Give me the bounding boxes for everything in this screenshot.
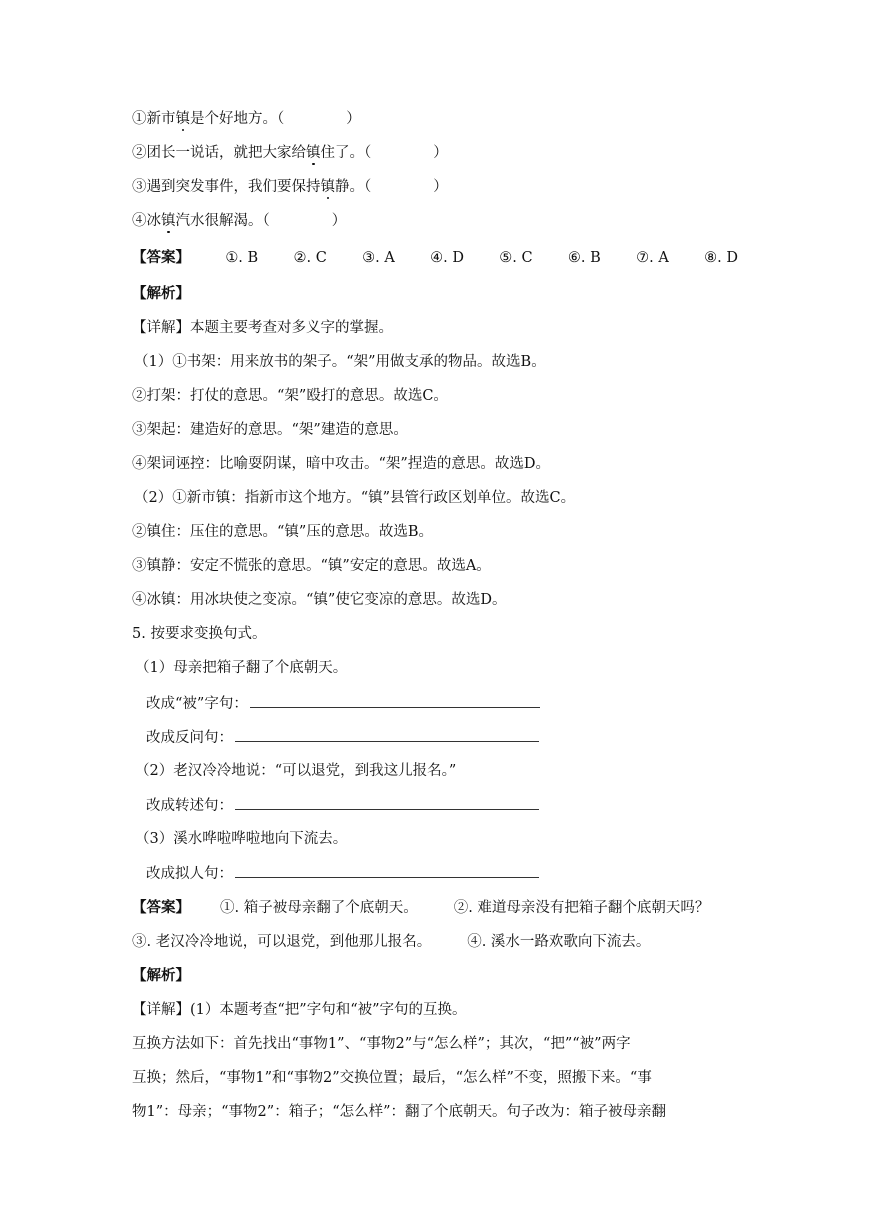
detail-line: （1）①书架：用来放书的架子。“架”用做支承的物品。故选B。	[134, 354, 546, 370]
answer-item: ②. C	[293, 250, 327, 266]
question-title: 5. 按要求变换句式。	[132, 626, 267, 642]
question-item: ②团长一说话，就把大家给镇住了。（ ）	[132, 145, 448, 161]
answer-underline	[250, 693, 540, 708]
detail-line: ②打架：打仗的意思。“架”殴打的意思。故选C。	[132, 388, 448, 404]
question-item: ③遇到突发事件，我们要保持镇静。（ ）	[132, 179, 448, 195]
detail-line: 【详解】本题主要考查对多义字的掌握。	[132, 320, 393, 336]
rewrite-line: 改成反问句：	[146, 727, 539, 748]
rewrite-line: 改成“被”字句：	[146, 693, 540, 714]
answer-row	[132, 932, 650, 952]
detail-line: ③架起：建造好的意思。“架”建造的意思。	[132, 422, 408, 438]
emphasis-char: 镇	[306, 145, 321, 161]
question-item: ④冰镇汽水很解渴。（ ）	[132, 213, 347, 229]
answer-item: ①. 箱子被母亲翻了个底朝天。	[220, 900, 418, 916]
answer-underline	[235, 727, 539, 742]
answer-item: ③. A	[362, 250, 395, 266]
answer-row	[132, 248, 738, 268]
answer-row	[132, 898, 709, 918]
answer-underline	[235, 795, 539, 810]
detail-line: ③镇静：安定不慌张的意思。“镇”安定的意思。故选A。	[132, 558, 491, 574]
answer-item: ⑤. C	[499, 250, 533, 266]
detail-line: ④架词诬控：比喻耍阴谋，暗中攻击。“架”捏造的意思。故选D。	[132, 456, 550, 472]
answer-item: ⑥. B	[567, 250, 601, 266]
detail-line: ④冰镇：用冰块使之变凉。“镇”使它变凉的意思。故选D。	[132, 592, 507, 608]
question-sentence: （1）母亲把箱子翻了个底朝天。	[135, 660, 348, 676]
answer-item: ④. 溪水一路欢歌向下流去。	[467, 934, 651, 950]
answer-item: ④. D	[430, 250, 464, 266]
answer-item: ③. 老汉冷冷地说，可以退党，到他那儿报名。	[132, 934, 432, 950]
analysis-label: 【解析】	[132, 285, 190, 302]
answer-underline	[235, 863, 539, 878]
question-item: ①新市镇是个好地方。（ ）	[132, 111, 361, 127]
emphasis-char: 镇	[175, 111, 190, 127]
answer-label: 【答案】	[132, 899, 190, 916]
detail-line: 【详解】(1）本题考查“把”字句和“被”字句的互换。	[132, 1002, 467, 1018]
answer-item: ①. B	[225, 250, 259, 266]
answer-item: ⑦. A	[636, 250, 669, 266]
detail-line: 互换方法如下：首先找出“事物1”、“事物2”与“怎么样”；其次，“把”“被”两字	[132, 1036, 631, 1052]
detail-line: （2）①新市镇：指新市这个地方。“镇”县管行政区划单位。故选C。	[134, 490, 576, 506]
analysis-label: 【解析】	[132, 967, 190, 984]
question-sentence: （2）老汉冷冷地说：“可以退党，到我这儿报名。”	[135, 763, 457, 779]
detail-line: 互换；然后，“事物1”和“事物2”交换位置；最后，“怎么样”不变，照搬下来。“事	[132, 1070, 652, 1086]
emphasis-char: 镇	[161, 213, 176, 229]
detail-line: 物1”：母亲；“事物2”：箱子；“怎么样”：翻了个底朝天。句子改为：箱子被母亲翻	[132, 1104, 667, 1120]
answer-label: 【答案】	[132, 249, 190, 266]
answer-item: ⑧. D	[704, 250, 738, 266]
question-sentence: （3）溪水哗啦哗啦地向下流去。	[135, 831, 348, 847]
rewrite-line: 改成转述句：	[146, 795, 539, 816]
rewrite-line: 改成拟人句：	[146, 863, 539, 884]
detail-line: ②镇住：压住的意思。“镇”压的意思。故选B。	[132, 524, 433, 540]
answer-item: ②. 难道母亲没有把箱子翻个底朝天吗？	[453, 900, 710, 916]
emphasis-char: 镇	[320, 179, 335, 195]
